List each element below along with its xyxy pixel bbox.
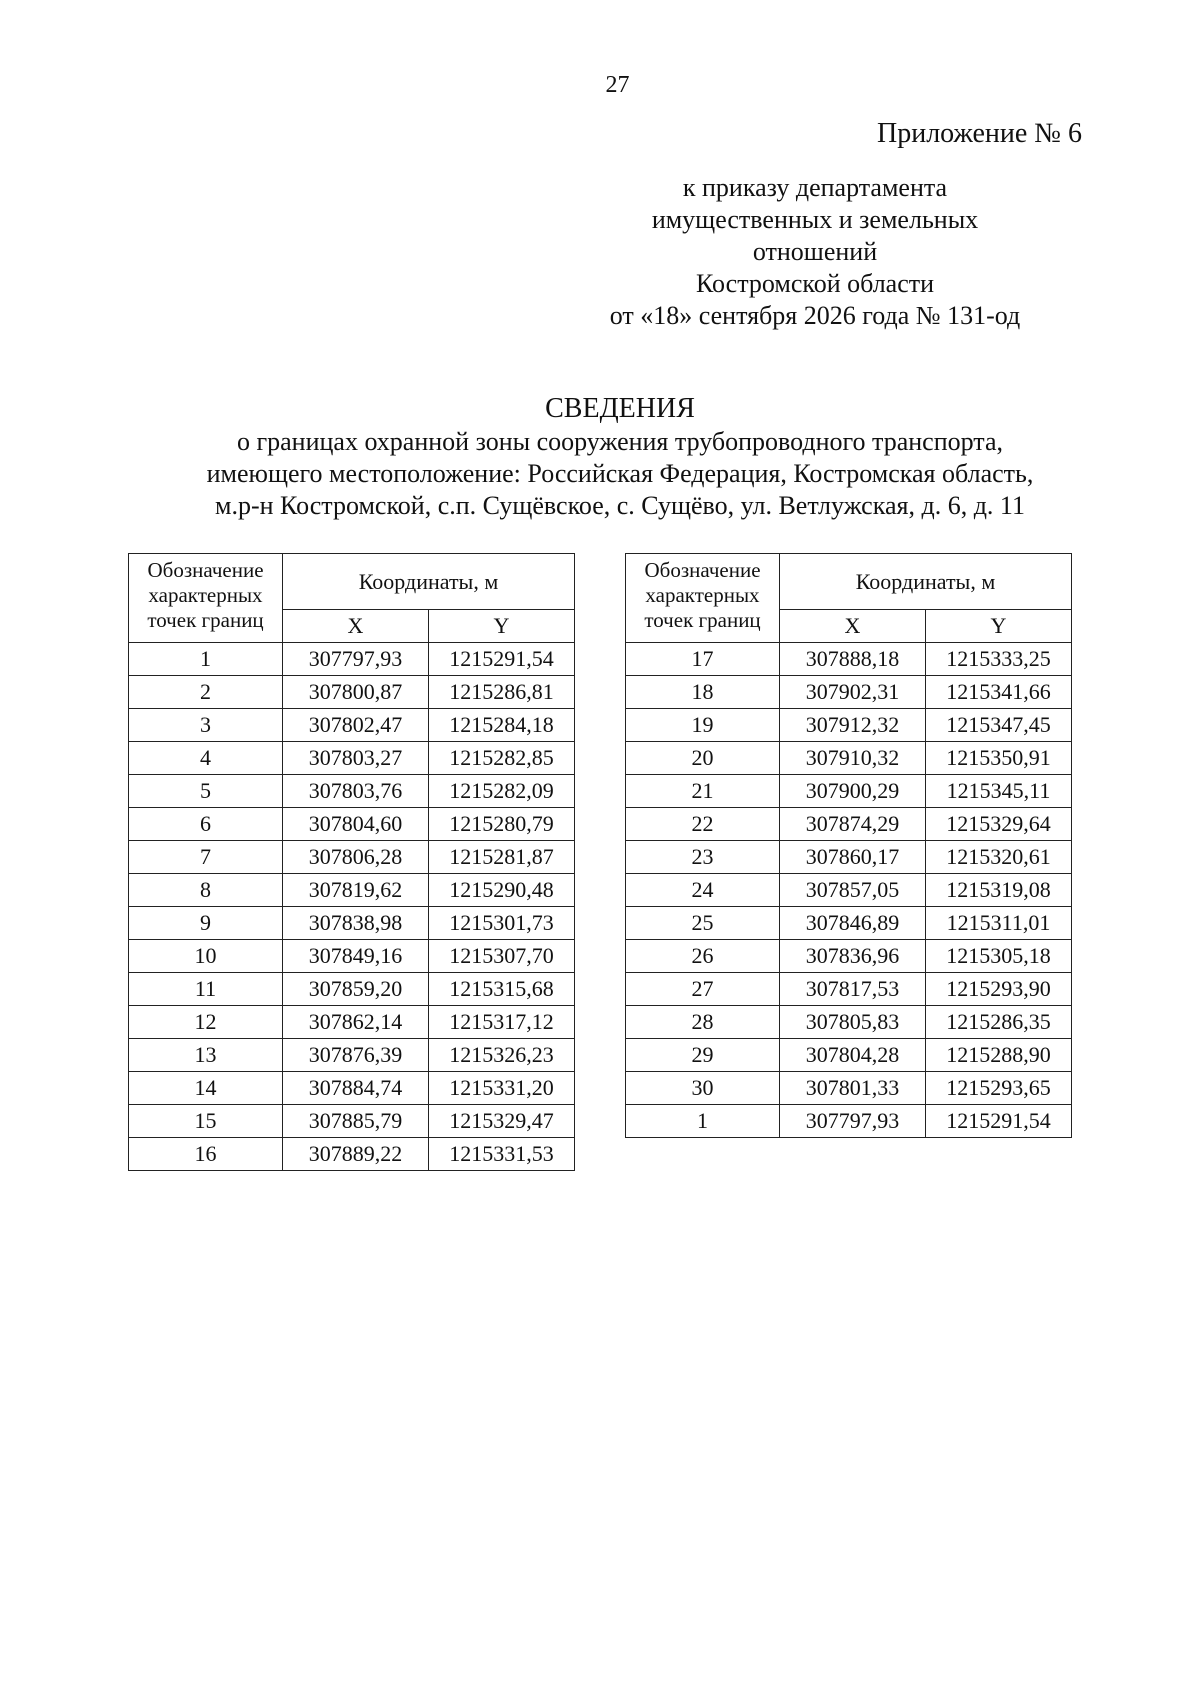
order-line: отношений [752, 237, 878, 266]
order-line: к приказу департамента [682, 173, 948, 202]
point-number-cell: 26 [626, 940, 780, 973]
point-number-cell: 15 [129, 1105, 283, 1138]
point-number-cell: 14 [129, 1072, 283, 1105]
y-coordinate-cell: 1215307,70 [429, 940, 575, 973]
y-coordinate-cell: 1215311,01 [926, 907, 1072, 940]
table-body-left [129, 643, 575, 1171]
header-coordinates: Координаты, м [780, 554, 1072, 610]
y-coordinate-cell: 1215320,61 [926, 841, 1072, 874]
y-coordinate-cell: 1215317,12 [429, 1006, 575, 1039]
x-coordinate-cell: 307888,18 [780, 643, 926, 676]
y-coordinate-cell: 1215331,20 [429, 1072, 575, 1105]
y-coordinate-cell: 1215333,25 [926, 643, 1072, 676]
header-coordinates: Координаты, м [283, 554, 575, 610]
table-row [129, 643, 575, 676]
point-number-cell: 1 [129, 643, 283, 676]
point-number-cell: 2 [129, 676, 283, 709]
x-coordinate-cell: 307805,83 [780, 1006, 926, 1039]
table-row [626, 1072, 1072, 1105]
order-line: имущественных и земельных [651, 205, 979, 234]
point-number-cell: 30 [626, 1072, 780, 1105]
x-coordinate-cell: 307860,17 [780, 841, 926, 874]
order-line: Костромской области [695, 269, 935, 298]
point-number-cell: 9 [129, 907, 283, 940]
point-number-cell: 17 [626, 643, 780, 676]
table-row [129, 709, 575, 742]
y-coordinate-cell: 1215286,35 [926, 1006, 1072, 1039]
y-coordinate-cell: 1215341,66 [926, 676, 1072, 709]
y-coordinate-cell: 1215305,18 [926, 940, 1072, 973]
x-coordinate-cell: 307884,74 [283, 1072, 429, 1105]
table-row [626, 709, 1072, 742]
table-row [129, 841, 575, 874]
order-line: от «18» сентября 2026 года № 131-од [609, 301, 1021, 330]
x-coordinate-cell: 307801,33 [780, 1072, 926, 1105]
point-number-cell: 22 [626, 808, 780, 841]
x-coordinate-cell: 307910,32 [780, 742, 926, 775]
header-point: Обозначение характерных точек границ [129, 554, 283, 643]
document-heading [120, 392, 1120, 522]
subtitle-line: о границах охранной зоны сооружения трубопроводного транспорта, [236, 427, 1004, 456]
header-x: X [780, 610, 926, 643]
table-row [626, 808, 1072, 841]
y-coordinate-cell: 1215347,45 [926, 709, 1072, 742]
x-coordinate-cell: 307803,76 [283, 775, 429, 808]
header-y: Y [926, 610, 1072, 643]
point-number-cell: 29 [626, 1039, 780, 1072]
x-coordinate-cell: 307800,87 [283, 676, 429, 709]
y-coordinate-cell: 1215282,85 [429, 742, 575, 775]
point-number-cell: 10 [129, 940, 283, 973]
x-coordinate-cell: 307836,96 [780, 940, 926, 973]
appendix-label: Приложение № 6 [877, 118, 1082, 149]
y-coordinate-cell: 1215326,23 [429, 1039, 575, 1072]
table-row [626, 1006, 1072, 1039]
point-number-cell: 7 [129, 841, 283, 874]
y-coordinate-cell: 1215281,87 [429, 841, 575, 874]
table-row [129, 742, 575, 775]
table-row [626, 907, 1072, 940]
x-coordinate-cell: 307874,29 [780, 808, 926, 841]
y-coordinate-cell: 1215282,09 [429, 775, 575, 808]
x-coordinate-cell: 307876,39 [283, 1039, 429, 1072]
y-coordinate-cell: 1215345,11 [926, 775, 1072, 808]
table-row [626, 775, 1072, 808]
table-row [626, 973, 1072, 1006]
point-number-cell: 18 [626, 676, 780, 709]
x-coordinate-cell: 307900,29 [780, 775, 926, 808]
y-coordinate-cell: 1215284,18 [429, 709, 575, 742]
point-number-cell: 23 [626, 841, 780, 874]
point-number-cell: 24 [626, 874, 780, 907]
point-number-cell: 5 [129, 775, 283, 808]
table-row [626, 676, 1072, 709]
y-coordinate-cell: 1215329,47 [429, 1105, 575, 1138]
table-row [626, 1105, 1072, 1138]
y-coordinate-cell: 1215280,79 [429, 808, 575, 841]
y-coordinate-cell: 1215291,54 [429, 643, 575, 676]
x-coordinate-cell: 307819,62 [283, 874, 429, 907]
coordinates-table-right [625, 553, 1072, 1138]
header-point: Обозначение характерных точек границ [626, 554, 780, 643]
point-number-cell: 20 [626, 742, 780, 775]
table-row [626, 742, 1072, 775]
y-coordinate-cell: 1215301,73 [429, 907, 575, 940]
table-body-right [626, 643, 1072, 1138]
x-coordinate-cell: 307802,47 [283, 709, 429, 742]
y-coordinate-cell: 1215288,90 [926, 1039, 1072, 1072]
table-row [129, 1138, 575, 1171]
y-coordinate-cell: 1215331,53 [429, 1138, 575, 1171]
point-number-cell: 12 [129, 1006, 283, 1039]
table-row [129, 940, 575, 973]
table-row [129, 1105, 575, 1138]
point-number-cell: 28 [626, 1006, 780, 1039]
y-coordinate-cell: 1215329,64 [926, 808, 1072, 841]
table-row [626, 874, 1072, 907]
point-number-cell: 1 [626, 1105, 780, 1138]
x-coordinate-cell: 307806,28 [283, 841, 429, 874]
x-coordinate-cell: 307838,98 [283, 907, 429, 940]
x-coordinate-cell: 307804,60 [283, 808, 429, 841]
table-row [626, 940, 1072, 973]
x-coordinate-cell: 307857,05 [780, 874, 926, 907]
x-coordinate-cell: 307846,89 [780, 907, 926, 940]
x-coordinate-cell: 307859,20 [283, 973, 429, 1006]
document-title: СВЕДЕНИЯ [545, 393, 695, 424]
table-row [129, 1006, 575, 1039]
x-coordinate-cell: 307889,22 [283, 1138, 429, 1171]
y-coordinate-cell: 1215319,08 [926, 874, 1072, 907]
y-coordinate-cell: 1215315,68 [429, 973, 575, 1006]
header-y: Y [429, 610, 575, 643]
point-number-cell: 8 [129, 874, 283, 907]
x-coordinate-cell: 307885,79 [283, 1105, 429, 1138]
table-row [626, 841, 1072, 874]
y-coordinate-cell: 1215286,81 [429, 676, 575, 709]
subtitle-line: имеющего местоположение: Российская Федерация, Костромская область, [206, 459, 1034, 488]
y-coordinate-cell: 1215350,91 [926, 742, 1072, 775]
table-row [129, 676, 575, 709]
x-coordinate-cell: 307902,31 [780, 676, 926, 709]
point-number-cell: 27 [626, 973, 780, 1006]
header-x: X [283, 610, 429, 643]
point-number-cell: 21 [626, 775, 780, 808]
x-coordinate-cell: 307849,16 [283, 940, 429, 973]
table-row [129, 775, 575, 808]
y-coordinate-cell: 1215293,65 [926, 1072, 1072, 1105]
coordinates-table-left [128, 553, 575, 1171]
y-coordinate-cell: 1215293,90 [926, 973, 1072, 1006]
point-number-cell: 6 [129, 808, 283, 841]
page-number: 27 [605, 72, 630, 98]
subtitle-line: м.р-н Костромской, с.п. Сущёвское, с. Сущёво, ул. Ветлужская, д. 6, д. 11 [215, 491, 1025, 520]
table-row [129, 1039, 575, 1072]
table-row [626, 643, 1072, 676]
x-coordinate-cell: 307912,32 [780, 709, 926, 742]
table-row [129, 973, 575, 1006]
point-number-cell: 13 [129, 1039, 283, 1072]
x-coordinate-cell: 307803,27 [283, 742, 429, 775]
x-coordinate-cell: 307862,14 [283, 1006, 429, 1039]
point-number-cell: 3 [129, 709, 283, 742]
x-coordinate-cell: 307804,28 [780, 1039, 926, 1072]
y-coordinate-cell: 1215290,48 [429, 874, 575, 907]
point-number-cell: 11 [129, 973, 283, 1006]
x-coordinate-cell: 307797,93 [283, 643, 429, 676]
point-number-cell: 19 [626, 709, 780, 742]
table-row [129, 907, 575, 940]
x-coordinate-cell: 307797,93 [780, 1105, 926, 1138]
point-number-cell: 25 [626, 907, 780, 940]
table-row [626, 1039, 1072, 1072]
point-number-cell: 16 [129, 1138, 283, 1171]
point-number-cell: 4 [129, 742, 283, 775]
y-coordinate-cell: 1215291,54 [926, 1105, 1072, 1138]
table-row [129, 874, 575, 907]
table-row [129, 1072, 575, 1105]
table-row [129, 808, 575, 841]
order-reference [560, 172, 1070, 332]
x-coordinate-cell: 307817,53 [780, 973, 926, 1006]
